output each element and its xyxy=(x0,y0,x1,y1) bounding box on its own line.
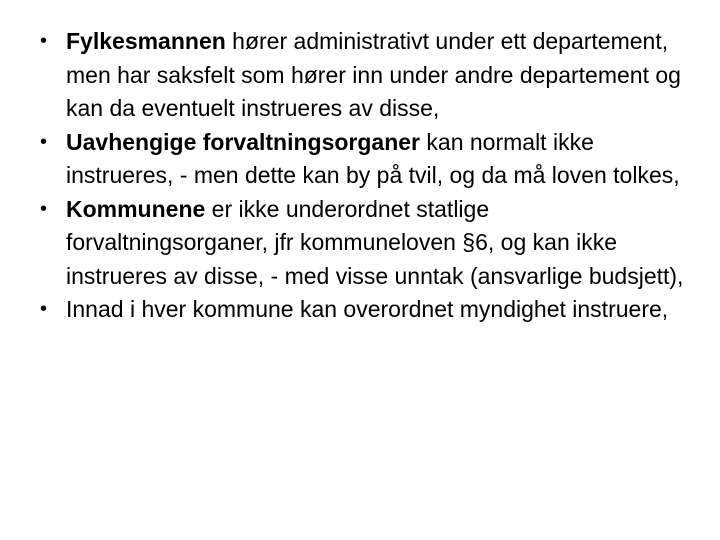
bullet-icon: • xyxy=(40,197,48,220)
bullet-icon: • xyxy=(40,130,48,153)
bullet-icon: • xyxy=(40,30,48,52)
bullet-bold-term: Fylkesmannen xyxy=(66,28,226,54)
bullet-text: kan normalt ikke instrueres, - men dette kan by på tvil, og da må loven tolkes, xyxy=(66,128,680,188)
bullet-item-uavhengige xyxy=(40,126,690,193)
bullet-item-innad xyxy=(40,293,690,327)
bullet-text: Innad i hver kommune kan overordnet myndighet instruere, xyxy=(66,296,669,322)
bullet-text: er ikke underordnet statlige forvaltningsorganer, jfr kommuneloven §6, og kan ikke instrueres av disse, - med visse unntak (ansvarlige budsjett), xyxy=(66,195,684,289)
bullet-item-kommunene xyxy=(40,193,690,294)
bullet-item-fylkesmannen xyxy=(40,25,690,126)
bullet-list xyxy=(40,25,690,327)
bullet-text: hører administrativt under ett departement, men har saksfelt som hører inn under andre departement og kan da eventuelt instrueres av disse, xyxy=(66,28,681,121)
bullet-icon: • xyxy=(40,298,48,320)
bullet-bold-term: Kommunene xyxy=(66,195,206,222)
bullet-bold-term: Uavhengige forvaltningsorganer xyxy=(66,128,421,155)
